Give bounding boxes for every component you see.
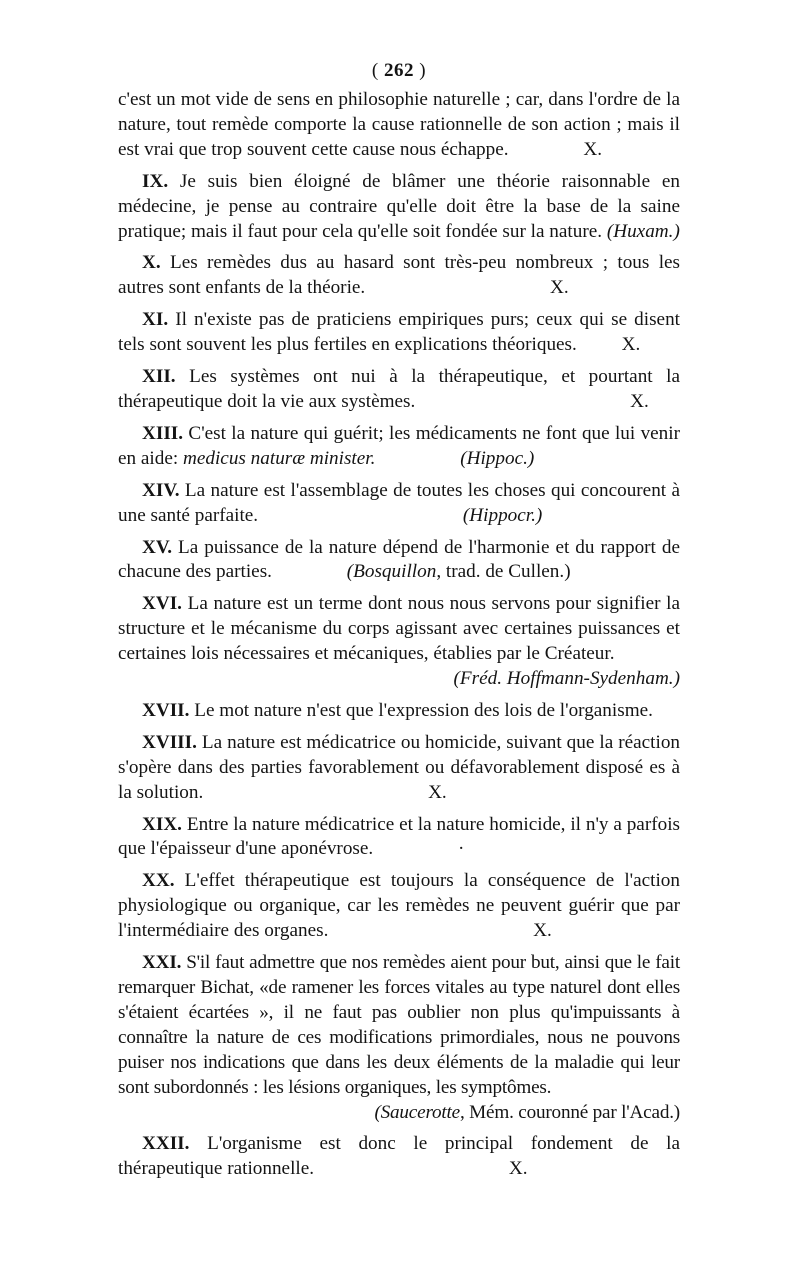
aphorism-number: XIX. bbox=[142, 813, 182, 835]
aphorism-text: Je suis bien éloigné de blâmer une théorie raisonnable en médecine, je pense au contraire qu'elle doit être la base de la saine pratique; mais il faut pour cela qu'elle soit fondée sur la nature. bbox=[118, 170, 681, 242]
intro-text: c'est un mot vide de sens en philosophie naturelle ; car, dans l'ordre de la nature, tout remède comporte la cause rationnelle de son action ; mais il est vrai que trop souvent cette cause nous échappe. bbox=[118, 89, 680, 160]
aphorism-author: X. bbox=[630, 390, 649, 412]
aphorism-ix bbox=[118, 170, 680, 245]
aphorism-latin: medicus naturæ minister. bbox=[183, 447, 376, 469]
aphorism-author: (Huxam.) bbox=[606, 220, 680, 242]
aphorism-xii bbox=[118, 365, 680, 415]
aphorism-author: X. bbox=[550, 277, 569, 299]
author-name: (Bosquillon bbox=[346, 561, 437, 583]
aphorism-number: XXII. bbox=[142, 1133, 190, 1155]
aphorism-text: La nature est l'assemblage de toutes les choses qui concourent à une santé parfaite. bbox=[118, 479, 681, 526]
page-number: ( 262 ) bbox=[371, 60, 427, 81]
aphorism-number: XVII. bbox=[142, 699, 190, 721]
aphorism-xix bbox=[118, 813, 680, 863]
aphorism-xxi bbox=[118, 951, 680, 1125]
aphorism-number: XIII. bbox=[142, 422, 184, 444]
aphorism-text: La nature est un terme dont nous nous servons pour signifier la structure et le mécanisme du corps agissant avec certaines puissances et certaines lois nécessaires et mécaniques, établies par le Créateur. bbox=[118, 593, 680, 665]
aphorism-number: XV. bbox=[142, 536, 173, 558]
aphorism-xxii bbox=[118, 1132, 680, 1182]
aphorism-text: Les remèdes dus au hasard sont très-peu nombreux ; tous les autres sont enfants de la théorie. bbox=[118, 252, 681, 299]
aphorism-xvi bbox=[118, 592, 680, 692]
aphorism-author bbox=[118, 1101, 680, 1126]
aphorism-text: L'effet thérapeutique est toujours la conséquence de l'action physiologique ou organique, car les remèdes ne peuvent guérir que par l'intermédiaire des organes. bbox=[118, 870, 680, 942]
page-number-value: 262 bbox=[384, 60, 414, 81]
author-name: (Saucerotte bbox=[374, 1101, 460, 1123]
aphorism-author: X. bbox=[508, 1158, 528, 1180]
aphorism-author: (Hippoc.) bbox=[460, 447, 535, 469]
aphorism-xiii bbox=[118, 422, 680, 472]
aphorism-xi bbox=[118, 308, 680, 358]
aphorism-author: X. bbox=[533, 920, 552, 942]
author-detail: , Mém. couronné par l'Acad.) bbox=[459, 1101, 680, 1123]
aphorism-text: Il n'existe pas de praticiens empiriques purs; ceux qui se disent tels sont souvent les plus fertiles en explications théoriques. bbox=[118, 309, 681, 356]
aphorism-text: Les systèmes ont nui à la thérapeutique, et pourtant la thérapeutique doit la vie aux systèmes. bbox=[118, 366, 680, 412]
aphorism-number: XI. bbox=[142, 309, 169, 331]
aphorism-author bbox=[347, 561, 571, 582]
aphorism-x bbox=[118, 251, 680, 301]
aphorism-number: XXI. bbox=[142, 952, 182, 974]
aphorism-number: XX. bbox=[142, 870, 175, 892]
aphorism-xv bbox=[118, 536, 680, 586]
aphorism-number: XVIII. bbox=[142, 731, 197, 753]
aphorism-author: (Hippocr.) bbox=[462, 504, 543, 526]
aphorism-number: IX. bbox=[142, 170, 169, 192]
author-detail: , trad. de Cullen.) bbox=[436, 561, 571, 583]
intro-paragraph bbox=[118, 88, 680, 163]
aphorism-author: X. bbox=[621, 334, 641, 356]
aphorism-text: Le mot nature n'est que l'expression des lois de l'organisme. bbox=[194, 699, 653, 721]
book-page bbox=[118, 58, 680, 1189]
aphorism-author: X. bbox=[428, 781, 447, 803]
aphorism-number: XVI. bbox=[142, 593, 182, 615]
aphorism-number: XIV. bbox=[142, 479, 180, 501]
aphorism-xviii bbox=[118, 731, 680, 806]
aphorism-xvii bbox=[118, 699, 680, 724]
aphorism-author: (Fréd. Hoffmann-Sydenham.) bbox=[453, 668, 680, 690]
aphorism-text: Entre la nature médicatrice et la nature homicide, il n'y a parfois que l'épaisseur d'une aponévrose. bbox=[118, 813, 680, 860]
aphorism-mark: · bbox=[458, 838, 465, 860]
intro-author: X. bbox=[583, 138, 602, 160]
aphorism-xiv bbox=[118, 479, 680, 529]
aphorism-text: La nature est médicatrice ou homicide, suivant que la réaction s'opère dans des parties favorablement ou défavorablement disposé es à la solution. bbox=[118, 731, 681, 803]
aphorism-text: L'organisme est donc le principal fondement de la thérapeutique rationnelle. bbox=[118, 1133, 680, 1180]
aphorism-number: XII. bbox=[142, 366, 176, 388]
aphorism-number: X. bbox=[142, 252, 161, 274]
aphorism-text: La puissance de la nature dépend de l'harmonie et du rapport de chacune des parties. bbox=[118, 536, 680, 583]
aphorism-text: S'il faut admettre que nos remèdes aient pour but, ainsi que le fait remarquer Bichat, «de ramener les forces vitales au type naturel dont elles s'étaient écartées », il ne faut pas oublier non plus qu'impuissants à connaître la nature de ces modifications primordiales, nous ne pouvons puiser nos indications que dans les deux éléments de la maladie qui leur sont subordonnés : les lésions organiques, les symptômes. bbox=[118, 952, 680, 1098]
aphorism-text: C'est la nature qui guérit; les médicaments ne font que lui venir en aide: bbox=[118, 422, 680, 469]
aphorism-xx bbox=[118, 869, 680, 944]
